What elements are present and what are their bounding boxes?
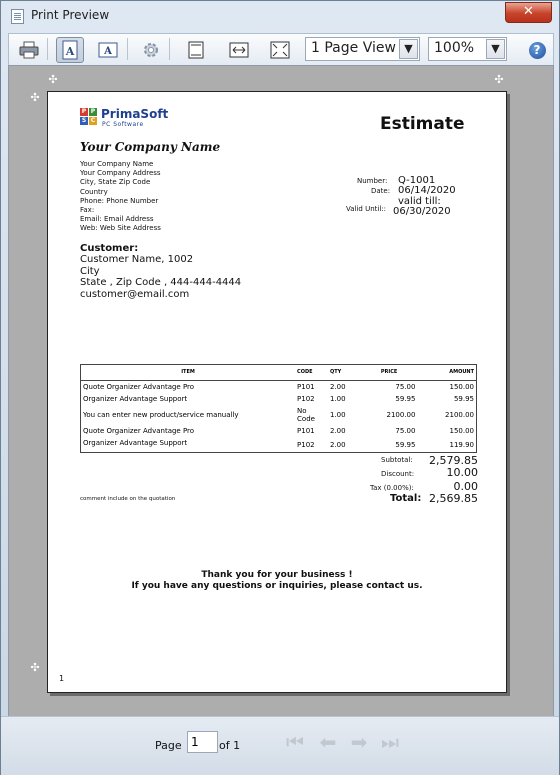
thank-you-line: Thank you for your business ! — [201, 570, 353, 580]
valid-until-label: Valid Until:: — [346, 205, 387, 213]
tax-label: Tax (0.00%): — [370, 484, 414, 492]
document-title: Estimate — [380, 114, 465, 134]
svg-text:A: A — [104, 46, 112, 57]
number-value: Q-1001 — [398, 175, 436, 186]
page-view-value: 1 Page View — [311, 40, 396, 56]
page-count-label: of 1 — [219, 739, 241, 752]
column-header-qty: QTY — [328, 365, 361, 381]
chevron-down-icon[interactable]: ▼ — [399, 39, 418, 59]
tax-value: 0.00 — [453, 480, 478, 493]
page-width-button[interactable] — [225, 37, 253, 63]
page-label: Page — [155, 739, 182, 752]
brand-tagline: PC Software — [102, 121, 144, 128]
table-header-row — [81, 365, 477, 381]
customer-block: Customer Name, 1002 City State , Zip Code , 444-444-4444 customer@email.com — [80, 254, 242, 300]
total-value: 2,569.85 — [429, 492, 478, 505]
valid-till-text: valid till: — [398, 196, 441, 207]
company-logo: P P S C — [81, 108, 96, 124]
whole-page-icon — [188, 41, 204, 59]
close-button[interactable]: ✕ — [505, 2, 552, 23]
window-title: Print Preview — [31, 8, 110, 22]
discount-value: 10.00 — [446, 466, 478, 479]
full-screen-button[interactable] — [266, 37, 294, 63]
svg-text:A: A — [65, 45, 75, 58]
column-header-code: CODE — [295, 365, 328, 381]
number-label: Number: — [357, 177, 388, 185]
company-address-block: Your Company Name Your Company Address City, State Zip Code Country Phone: Phone Number Fax: Email: Email Address Web: Web Site Address — [80, 160, 161, 233]
landscape-button[interactable] — [94, 37, 122, 63]
table-row: You can enter new product/service manually No Code 1.00 2100.00 2100.00 — [83, 407, 474, 423]
last-page-icon[interactable]: ⏭ — [381, 730, 399, 754]
column-header-amount: AMOUNT — [417, 365, 476, 381]
company-name-heading: Your Company Name — [80, 140, 221, 154]
quotation-comment: comment include on the quotation — [80, 496, 176, 502]
table-row: Organizer Advantage Support P102 2.00 59.95 119.90 — [83, 439, 474, 449]
table-row: Organizer Advantage Support P102 1.00 59.95 59.95 — [83, 395, 474, 403]
column-header-item: ITEM — [81, 365, 296, 381]
gear-icon — [142, 41, 160, 59]
title-bar — [1, 1, 559, 32]
subtotal-label: Subtotal: — [381, 456, 413, 464]
left-margin-handle[interactable]: ✣ — [48, 73, 58, 86]
page-number-input[interactable]: 1 — [187, 731, 218, 753]
next-page-icon[interactable]: ➡ — [350, 730, 368, 754]
print-button[interactable] — [15, 37, 43, 63]
first-page-icon[interactable]: ⏮ — [286, 730, 304, 754]
zoom-value: 100% — [434, 40, 475, 56]
contact-line: If you have any questions or inquiries, please contact us. — [131, 581, 423, 591]
document-page — [47, 91, 507, 693]
date-label: Date: — [371, 187, 391, 195]
total-label: Total: — [390, 493, 422, 504]
bottom-margin-handle[interactable]: ✣ — [30, 661, 40, 674]
table-row: Quote Organizer Advantage Pro P101 2.00 75.00 150.00 — [83, 383, 474, 391]
previous-page-icon[interactable]: ⬅ — [319, 730, 337, 754]
brand-name: PrimaSoft — [101, 107, 169, 121]
landscape-page-icon — [98, 42, 118, 58]
page-navigation-bar — [1, 716, 559, 775]
document-icon — [11, 9, 24, 24]
zoom-select[interactable] — [428, 37, 507, 61]
date-value: 06/14/2020 — [398, 185, 456, 196]
portrait-page-icon — [62, 40, 78, 60]
portrait-button[interactable] — [56, 37, 84, 63]
page-view-select[interactable] — [305, 37, 420, 61]
top-margin-handle[interactable]: ✣ — [30, 91, 40, 104]
help-icon: ? — [529, 42, 546, 59]
subtotal-value: 2,579.85 — [429, 454, 478, 467]
whole-page-button[interactable] — [182, 37, 210, 63]
items-table — [80, 364, 477, 453]
column-header-price: PRICE — [361, 365, 418, 381]
discount-label: Discount: — [381, 470, 415, 478]
toolbar — [8, 33, 554, 66]
chevron-down-icon[interactable]: ▼ — [486, 39, 505, 59]
printer-icon — [19, 41, 39, 59]
preview-area[interactable] — [8, 65, 554, 717]
fit-width-icon — [229, 42, 249, 58]
right-margin-handle[interactable]: ✣ — [494, 73, 504, 86]
valid-until-value: 06/30/2020 — [393, 206, 451, 217]
fit-page-icon — [270, 41, 290, 59]
help-button[interactable] — [523, 37, 551, 63]
table-row: Quote Organizer Advantage Pro P101 2.00 75.00 150.00 — [83, 427, 474, 435]
page-setup-button[interactable] — [137, 37, 165, 63]
page-number: 1 — [59, 674, 65, 683]
customer-heading: Customer: — [80, 243, 139, 254]
